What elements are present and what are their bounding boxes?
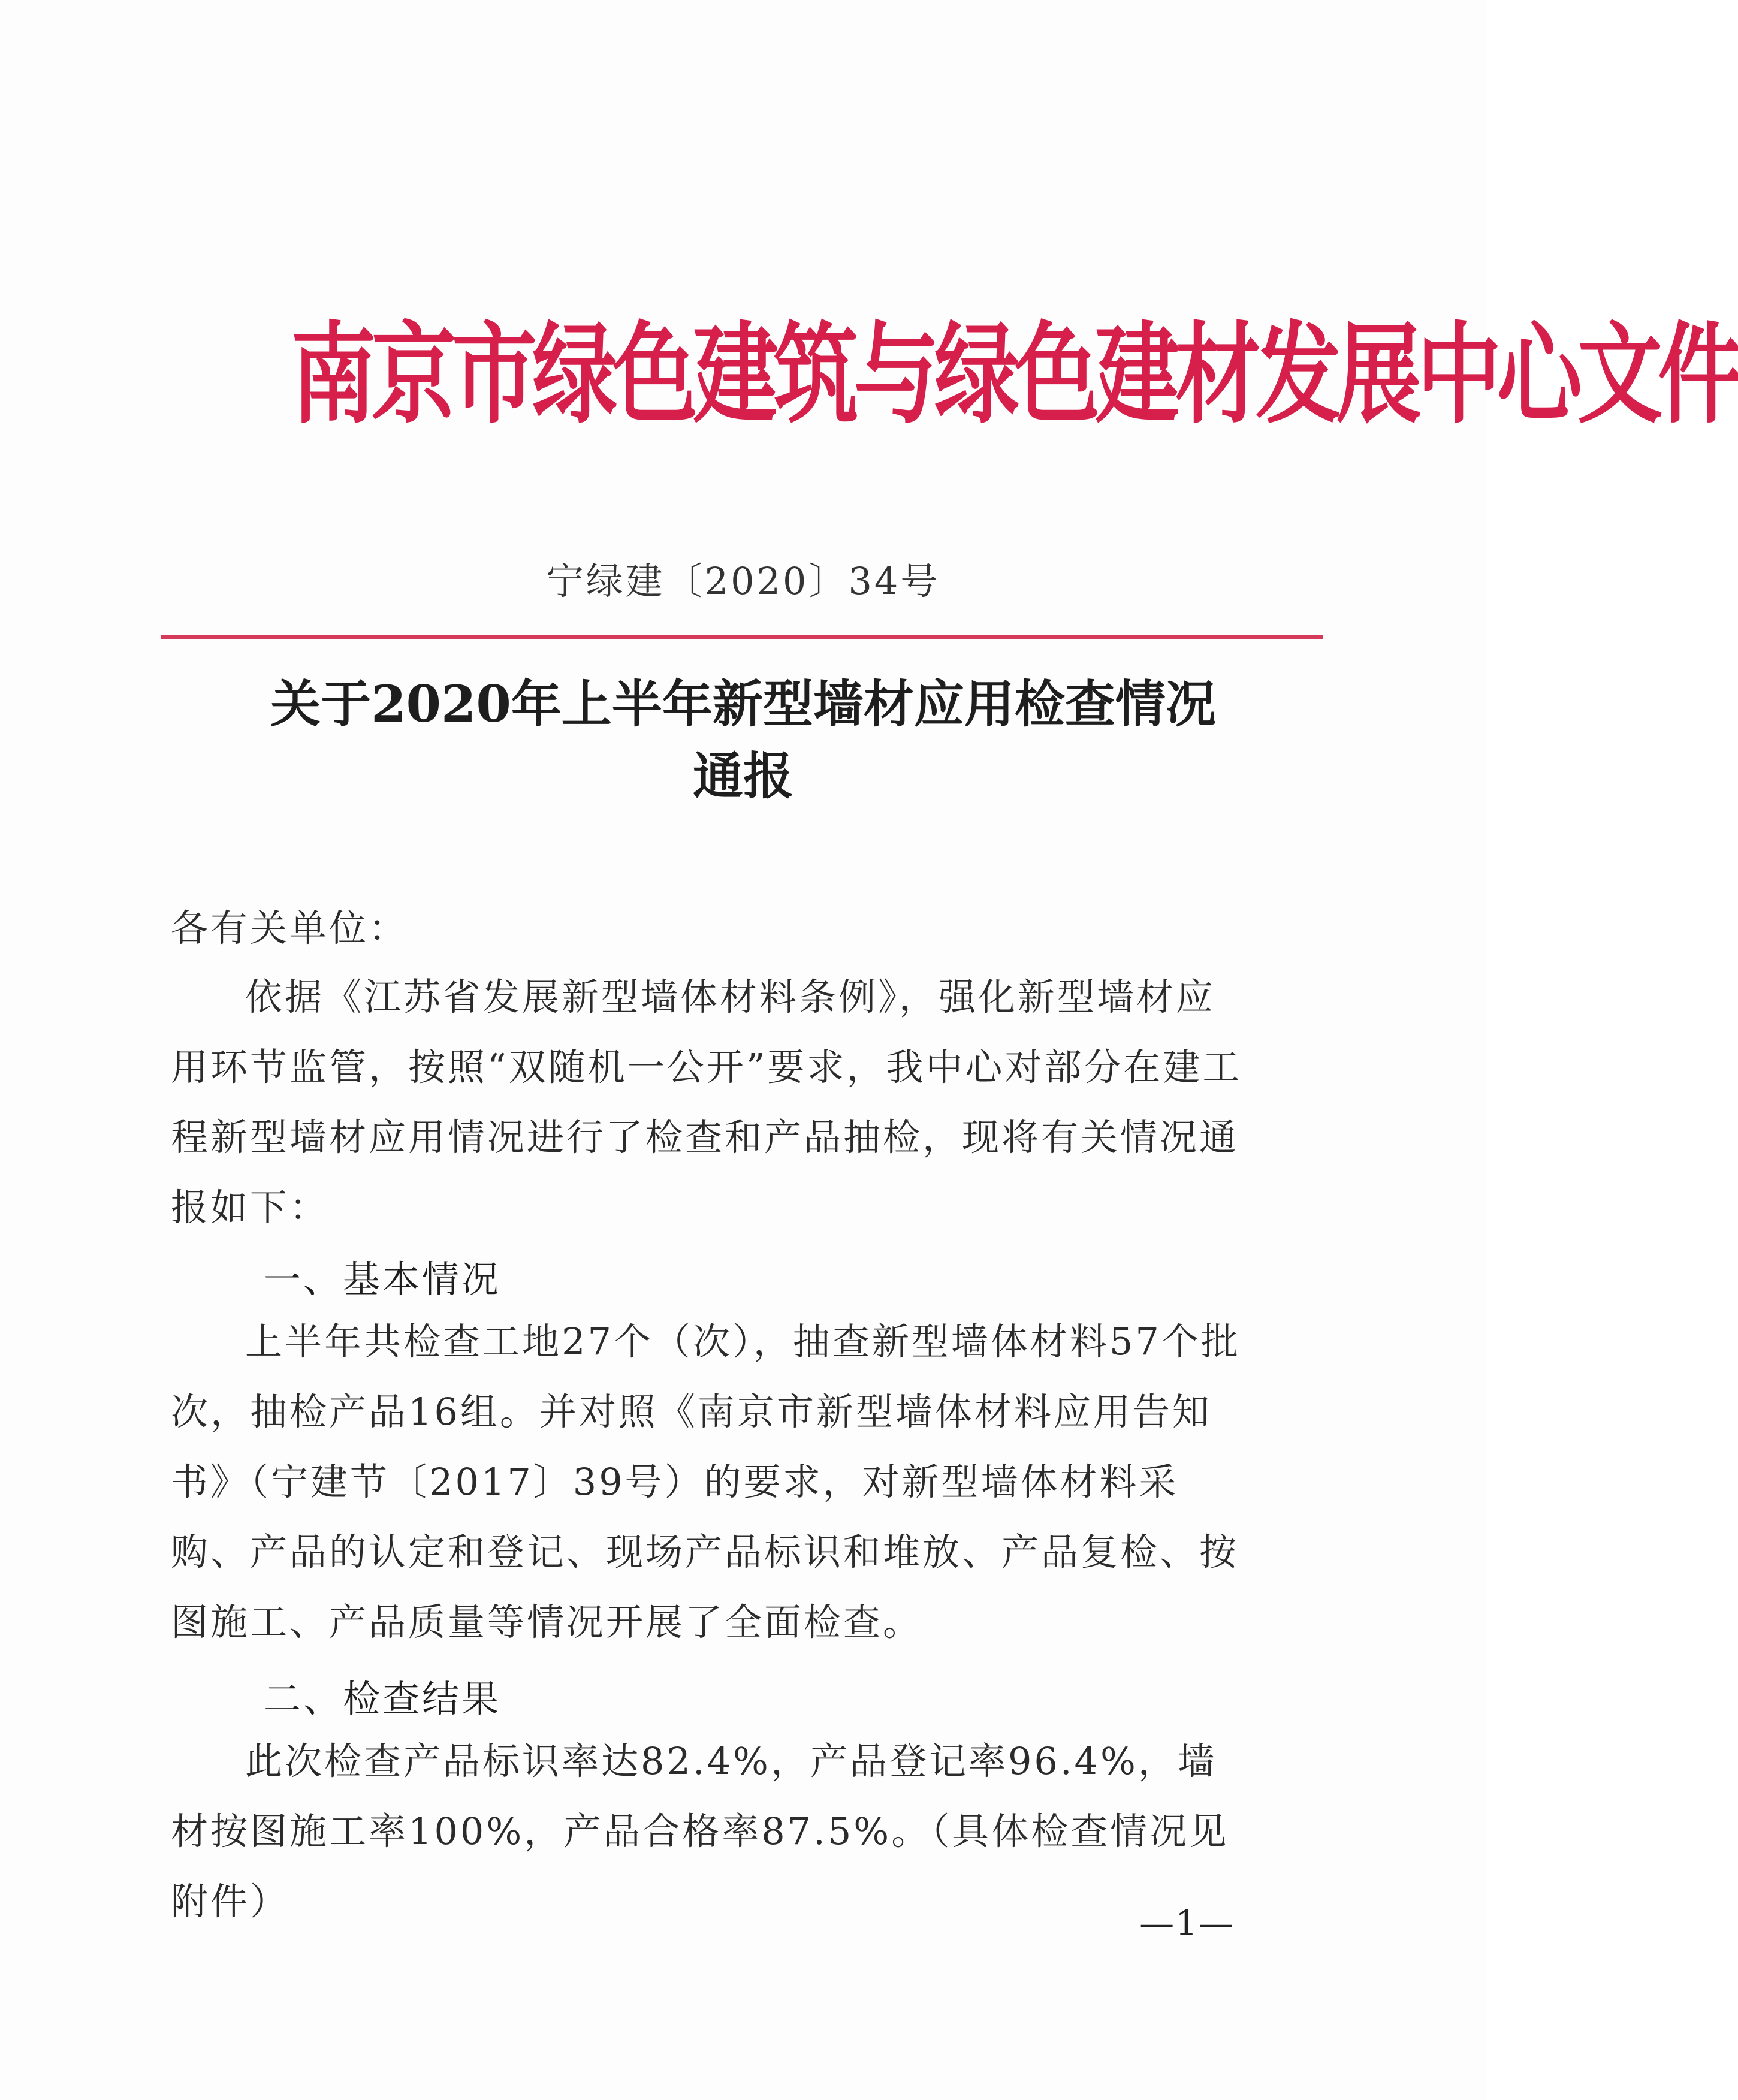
notice-title-line-1: 关于2020年上半年新型墙材应用检查情况: [270, 674, 1216, 734]
intro-paragraph: 依据《江苏省发展新型墙体材料条例》，强化新型墙材应用环节监管，按照“双随机一公开”要求，我中心对部分在建工程新型墙材应用情况进行了检查和产品抽检，现将有关情况通报如下：: [171, 975, 1242, 1229]
document-number: 宁绿建〔2020〕34号: [546, 559, 940, 603]
salutation: 各有关单位：: [171, 906, 409, 950]
basic-situation-paragraph: 上半年共检查工地27个（次），抽查新型墙体材料57个批次，抽检产品16组。并对照《南京市新型墙体材料应用告知书》（宁建节〔2017〕39号）的要求，对新型墙体材料采购、产品的认定和登记、现场产品标识和堆放、产品复检、按图施工、产品质量等情况开展了全面检查。: [171, 1320, 1241, 1644]
inspection-results-paragraph: 此次检查产品标识率达82.4%，产品登记率96.4%，墙材按图施工率100%，产品合格率87.5%。（具体检查情况见附件）: [171, 1739, 1229, 1923]
org-header-title: 南京市绿色建筑与绿色建材发展中心文件: [291, 310, 1738, 438]
notice-title-line-2: 通报: [692, 746, 793, 805]
notice-title: [180, 668, 1306, 812]
red-divider-line: [161, 635, 1323, 639]
section-heading-basic-situation: 一、基本情况: [264, 1257, 502, 1301]
page-number: —1—: [1139, 1903, 1235, 1944]
section-heading-inspection-results: 二、检查结果: [264, 1677, 502, 1721]
